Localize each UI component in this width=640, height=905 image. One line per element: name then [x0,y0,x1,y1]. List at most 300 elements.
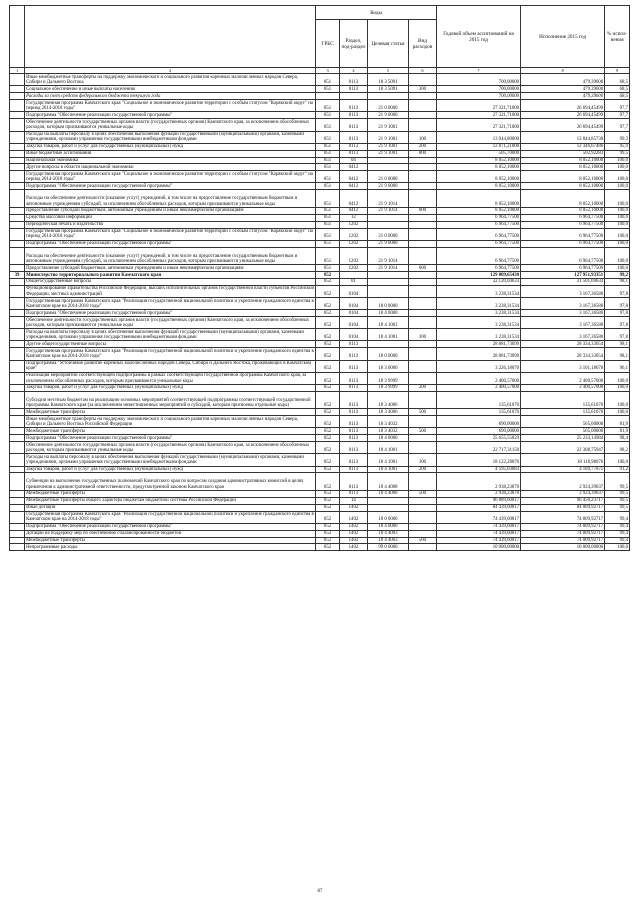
row-grbs: 852 [316,537,340,544]
row-done: 96 450,23717 [521,497,605,504]
row-total: 700,00000 [436,86,520,93]
table-row [10,265,630,272]
row-number [10,317,25,329]
row-total: 27 321,71000 [436,112,520,119]
row-grbs: 852 [316,490,340,497]
row-section: 01 [339,278,367,285]
row-grbs: 851 [316,150,340,157]
row-total: 74 439,60817 [436,523,520,530]
table-row [10,143,630,150]
row-grbs: 852 [316,435,340,442]
row-total: 8 052,10000 [436,183,520,190]
row-section: 0104 [339,329,367,341]
row-number [10,537,25,544]
row-pct: 100,0 [605,372,630,384]
row-target: 21 0 0000 [367,171,408,183]
row-type [408,214,436,221]
row-type [408,435,436,442]
table-row [10,391,630,409]
row-pct: 100,0 [605,240,630,247]
row-done: 13 844,85730 [521,131,605,143]
row-number [10,183,25,190]
table-body [10,74,630,551]
row-pct: 99,4 [605,523,630,530]
row-name: Иные межбюджетные трансферты на поддержку экономического и социального развития коренных малочисленных народов Севера, Сибири и Дальнего Востока Российской Федерации [25,416,316,428]
row-section: 0113 [339,409,367,416]
table-row [10,416,630,428]
row-pct: 96,1 [605,360,630,372]
table-row [10,214,630,221]
row-number [10,119,25,131]
row-name: Общегосударственные вопросы [25,278,316,285]
row-pct: 98,4 [605,435,630,442]
row-done: 3 167,36580 [521,329,605,341]
row-target [367,93,408,100]
row-done: 4 189,77871 [521,466,605,473]
row-done: 3 101,18070 [521,360,605,372]
row-target: 18 3 9999 [367,384,408,391]
row-target: 18 4 0000 [367,310,408,317]
row-pct: 68,5 [605,86,630,93]
row-section: 1402 [339,544,367,551]
table-row [10,372,630,384]
table-row [10,86,630,93]
row-grbs: 851 [316,74,340,86]
row-total: 8 052,10000 [436,207,520,214]
row-total: 74 439,60817 [436,511,520,523]
row-done: 479,39600 [521,93,605,100]
row-grbs: 851 [316,100,340,112]
row-target [367,157,408,164]
row-number [10,207,25,214]
row-section: 1402 [339,530,367,537]
row-total: 3 226,18070 [436,360,520,372]
row-number [10,143,25,150]
row-number [10,416,25,428]
row-total: 2 400,57000 [436,372,520,384]
row-total: 8 052,10000 [436,157,520,164]
table-row [10,310,630,317]
table-row [10,100,630,112]
row-total: 129 009,65430 [436,272,520,279]
table-row [10,157,630,164]
row-done: 12 346,67486 [521,143,605,150]
row-name: Субвенции на выполнение государственных полномочий Камчатского края по вопросам создания административных комиссий в целях привлечения к административной ответственности, предусмотренной законом Камчатского края [25,473,316,491]
row-section: 0104 [339,317,367,329]
row-grbs: 852 [316,310,340,317]
row-grbs: 851 [316,157,340,164]
row-pct: 68,5 [605,93,630,100]
table-row [10,511,630,523]
row-type [408,221,436,228]
row-name: Закупка товаров, работ и услуг для государственных (муниципальных) нужд [25,466,316,473]
row-done: 2 924,39037 [521,490,605,497]
table-row [10,164,630,171]
row-pct: 97,8 [605,297,630,309]
row-target: 18 4 1001 [367,317,408,329]
row-target: 18 3 4032 [367,428,408,435]
row-target: 18 3 0000 [367,360,408,372]
row-section: 0412 [339,190,367,208]
row-type [408,183,436,190]
header-target: Целевая статья [367,20,408,68]
row-target: 21 9 1001 [367,119,408,131]
row-name: Непрограммные расходы [25,544,316,551]
row-number [10,504,25,511]
row-name: Подпрограмма "Обеспечение реализации государственной программы" [25,310,316,317]
row-name: Расходы на обеспечение деятельности (оказание услуг) учреждений, в том числе на предоставление государственным бюджетным и автономным учреждениям субсидий, за исключением обособленных расходов, которым присваиваются уникальные коды [25,190,316,208]
row-done: 22 308,75947 [521,442,605,454]
row-number [10,74,25,86]
row-total: 690,00000 [436,428,520,435]
row-done: 26 694,45499 [521,119,605,131]
row-number [10,497,25,504]
row-done: 135,61070 [521,391,605,409]
row-type [408,278,436,285]
row-number [10,428,25,435]
row-total: 6 964,77500 [436,228,520,240]
row-pct: 99,2 [605,272,630,279]
row-name: Государственная программа Камчатского края "Социальное и экономическое развитие территории с особым статусом "Корякский округ" на период 2014-2018 годы" [25,228,316,240]
row-name: Иные бюджетные ассигнования [25,150,316,157]
row-target: 21 9 0000 [367,183,408,190]
row-number [10,523,25,530]
row-done: 25 233,14984 [521,435,605,442]
row-done: 28 334,33054 [521,341,605,348]
row-done: 6 964,77500 [521,221,605,228]
row-type [408,272,436,279]
row-number [10,511,25,523]
row-pct: 100,0 [605,384,630,391]
table-row [10,435,630,442]
row-type [408,372,436,384]
row-pct: 97,8 [605,285,630,297]
row-name: Функционирование Правительства Российской Федерации, высших исполнительных органов государственной власти субъектов Российской Федерации, местных администраций [26,286,315,297]
row-pct: 97,8 [605,310,630,317]
table-row [10,454,630,466]
row-name: Межбюджетные трансферты [25,537,316,544]
row-section: 0113 [339,454,367,466]
row-target: 99 0 0000 [367,544,408,551]
row-target [367,504,408,511]
row-section: 0113 [339,384,367,391]
row-pct: 97,8 [605,317,630,329]
row-type [408,112,436,119]
row-done: 8 052,10000 [521,157,605,164]
row-target: 18 3 5091 [367,74,408,86]
row-done: 8 052,10000 [521,207,605,214]
row-total: 28 881,73099 [436,348,520,360]
row-target [367,341,408,348]
row-target: 18 4 1001 [367,329,408,341]
row-section: 0113 [339,119,367,131]
row-number [10,341,25,348]
row-number [10,329,25,341]
header-num-7: 7 [436,68,520,74]
row-grbs: 852 [316,442,340,454]
row-number [10,93,25,100]
row-target [367,278,408,285]
row-number [10,466,25,473]
row-type [408,247,436,265]
row-pct: 99,5 [605,504,630,511]
table-row [10,530,630,537]
row-pct: 100,0 [605,164,630,171]
row-grbs: 851 [316,112,340,119]
table-row [10,183,630,190]
row-total: 27 321,71000 [436,100,520,112]
row-section: 1202 [339,247,367,265]
row-total: 4 595,03083 [436,466,520,473]
row-done: 3 167,36580 [521,317,605,329]
table-row [10,428,630,435]
row-type [408,228,436,240]
row-type: 300 [408,86,436,93]
row-grbs: 852 [316,523,340,530]
row-pct: 100,0 [605,454,630,466]
row-name: Межбюджетные трансферты [25,409,316,416]
header-num-3: 3 [316,68,340,74]
row-total: 74 439,60817 [436,530,520,537]
row-grbs: 852 [316,428,340,435]
row-grbs: 851 [316,214,340,221]
row-name: Государственная программа Камчатского края "Реализация государственной национальной политики и укрепление гражданского единства в Камчатском крае на 2014-2018 годы" [26,348,314,360]
row-target: 18 4 0000 [367,523,408,530]
row-section: 0113 [339,442,367,454]
row-target: 18 4 1001 [367,442,408,454]
row-done: 3 167,36580 [521,310,605,317]
row-grbs: 852 [316,454,340,466]
row-total: 3 238,31534 [436,317,520,329]
row-done: 8 052,10000 [521,164,605,171]
header-codes: Коды [316,6,437,20]
row-number [10,360,25,372]
table-row [10,544,630,551]
row-section: 04 [339,157,367,164]
row-grbs: 852 [316,497,340,504]
row-type [408,497,436,504]
row-type [408,504,436,511]
header-section: Раздел, под-раздел [339,20,367,68]
row-done: 84 009,92717 [521,504,605,511]
row-target [367,285,408,297]
row-number [10,297,25,309]
table-row [10,409,630,416]
row-type [408,171,436,183]
row-target: 18 4 4003 [367,537,408,544]
table-row [10,497,630,504]
row-pct: 97,8 [605,329,630,341]
row-total: 28 881,73099 [436,341,520,348]
header-num-8: 8 [521,68,605,74]
row-target [367,497,408,504]
row-type: 500 [408,428,436,435]
row-pct: 91,2 [605,466,630,473]
row-total: 6 964,77500 [436,265,520,272]
row-target [367,214,408,221]
row-grbs: 851 [316,183,340,190]
row-name: Государственная программа Камчатского края "Реализация государственной национальной политики и укрепление гражданского единства в Камчатском крае на 2014-2018 годы" [26,298,314,309]
table-row [10,297,630,309]
row-number [10,240,25,247]
row-name: Обеспечение деятельности государственных органов власти (государственных органов) Камчатского края, за исключением обособленных расходов, которым присваиваются уникальные коды [25,442,316,454]
row-number [10,530,25,537]
header-num-2: 2 [25,68,316,74]
row-target: 18 0 0000 [367,297,408,309]
table-row [10,278,630,285]
table-row [10,360,630,372]
row-number [10,100,25,112]
table-row [10,240,630,247]
row-total: 18 122,28076 [436,454,520,466]
row-section: 0113 [339,86,367,93]
row-name: Национальная экономика [25,157,316,164]
row-done: 8 052,10000 [521,190,605,208]
row-name: Субсидии местным бюджетам на реализацию основных мероприятий соответствующей подпрограммы соответствующей государственной программы Камчатского края (за исключением инвестиционных мероприятий и субсидий, которым присвоены отдельные коды) [25,391,316,409]
row-grbs: 852 [316,329,340,341]
row-name: Расходы на обеспечение деятельности (оказание услуг) учреждений, в том числе на предоставление государственным бюджетным и автономным учреждениям субсидий, за исключением обособленных расходов, которым присваиваются уникальные коды [25,247,316,265]
row-total: 25 655,55029 [436,435,520,442]
row-done: 10 000,00000 [521,544,605,551]
row-name: Средства массовой информации [25,214,316,221]
row-name: Государственная программа Камчатского края "Социальное и экономическое развитие территории с особым статусом "Корякский округ" на период 2014-2018 годы" [25,100,316,112]
row-number [10,247,25,265]
row-section: 12 [339,214,367,221]
row-section: 0113 [339,360,367,372]
row-grbs: 851 [316,119,340,131]
row-target [367,164,408,171]
row-done: 26 694,45499 [521,100,605,112]
row-type [408,190,436,208]
row-name: Расходы за счет средств федерального бюджета текущего года [25,93,316,100]
row-done: 6 964,77500 [521,265,605,272]
row-name: Реализация мероприятий соответствующей подпрограммы в рамках соответствующей государственной программы Камчатского края, за исключением обособленных расходов, которым присваиваются уникальные коды [25,372,316,384]
row-number [10,372,25,384]
table-row [10,247,630,265]
row-name: Расходы на выплаты персоналу в целях обеспечения выполнения функций государственными (муниципальными) органами, казенными учреждениями, органами управления государственными внебюджетными фондами [25,454,316,466]
row-type: 500 [408,537,436,544]
row-type [408,119,436,131]
row-target [367,272,408,279]
row-name: Подпрограмма "Устойчивое развитие коренных малочисленных народов Севера, Сибири и Дальнего Востока, проживающих в Камчатском крае" [25,360,316,372]
row-type [408,341,436,348]
row-name: Предоставление субсидий бюджетным, автономным учреждениям и иным некоммерческим организациям [25,265,316,272]
row-section: 0113 [339,428,367,435]
row-type [408,317,436,329]
row-section: 0104 [339,310,367,317]
row-type [408,285,436,297]
row-total: 6 964,77500 [436,214,520,221]
row-total: 505,70000 [436,150,520,157]
row-target: 21 9 1001 [367,131,408,143]
row-type [408,473,436,491]
row-type: 200 [408,143,436,150]
row-number [10,454,25,466]
table-row [10,537,630,544]
row-section: 0113 [339,372,367,384]
row-type [408,511,436,523]
row-total: 8 052,10000 [436,190,520,208]
row-type [408,416,436,428]
row-pct: 99,4 [605,511,630,523]
table-row [10,523,630,530]
row-type [408,74,436,86]
table-row [10,112,630,119]
row-pct: 100,0 [605,207,630,214]
row-grbs [316,93,340,100]
row-grbs: 852 [316,384,340,391]
row-number [10,171,25,183]
row-target: 21 9 0000 [367,112,408,119]
row-total: 690,00000 [436,416,520,428]
header-done: Исполнение 2015 год [521,6,605,68]
row-target [367,221,408,228]
row-done: 479,39600 [521,74,605,86]
row-name: Межбюджетные трансферты [25,428,316,435]
row-name: Подпрограмма "Обеспечение реализации государственной программы" [25,112,316,119]
table-row [10,131,630,143]
row-number [10,86,25,93]
table-row [10,348,630,360]
row-total: 3 238,31534 [436,285,520,297]
table-row [10,466,630,473]
row-grbs: 852 [316,297,340,309]
table-row [10,272,630,279]
row-target: 21 9 1001 [367,150,408,157]
row-grbs: 851 [316,164,340,171]
row-section: 1202 [339,228,367,240]
row-type [408,100,436,112]
row-grbs: 851 [316,207,340,214]
row-pct: 98,2 [605,442,630,454]
row-total: 2 938,23870 [436,490,520,497]
row-section: 0113 [339,391,367,409]
row-total: 700,00000 [436,93,520,100]
row-section: 0412 [339,171,367,183]
row-grbs: 851 [316,240,340,247]
table-row [10,504,630,511]
row-total: 27 321,71000 [436,119,520,131]
row-target: 21 9 0000 [367,240,408,247]
table-row [10,341,630,348]
row-total: 84 439,60817 [436,504,520,511]
row-pct: 100,0 [605,544,630,551]
row-pct: 98,1 [605,341,630,348]
header-row [10,6,630,20]
row-total: 6 964,77500 [436,240,520,247]
row-section: 1402 [339,511,367,523]
row-name: Министерство территориального развития Камчатского края [25,272,316,279]
row-done: 26 694,45499 [521,112,605,119]
row-name: Иные межбюджетные трансферты на поддержку экономического и социального развития коренных малочисленных народов Севера, Сибири и Дальнего Востока [25,74,316,86]
header-num-9: 9 [605,68,630,74]
row-total: 22 717,31150 [436,442,520,454]
row-pct: 81,9 [605,428,630,435]
row-done: 6 964,77500 [521,228,605,240]
row-grbs: 851 [316,131,340,143]
row-number [10,278,25,285]
row-type [408,442,436,454]
row-pct: 98,1 [605,278,630,285]
row-number [10,157,25,164]
row-grbs: 852 [316,409,340,416]
row-section: 0104 [339,297,367,309]
row-total: 6 964,77500 [436,247,520,265]
row-total: 3 238,31534 [436,329,520,341]
row-section: 1202 [339,265,367,272]
row-grbs: 851 [316,247,340,265]
row-grbs: 852 [316,544,340,551]
